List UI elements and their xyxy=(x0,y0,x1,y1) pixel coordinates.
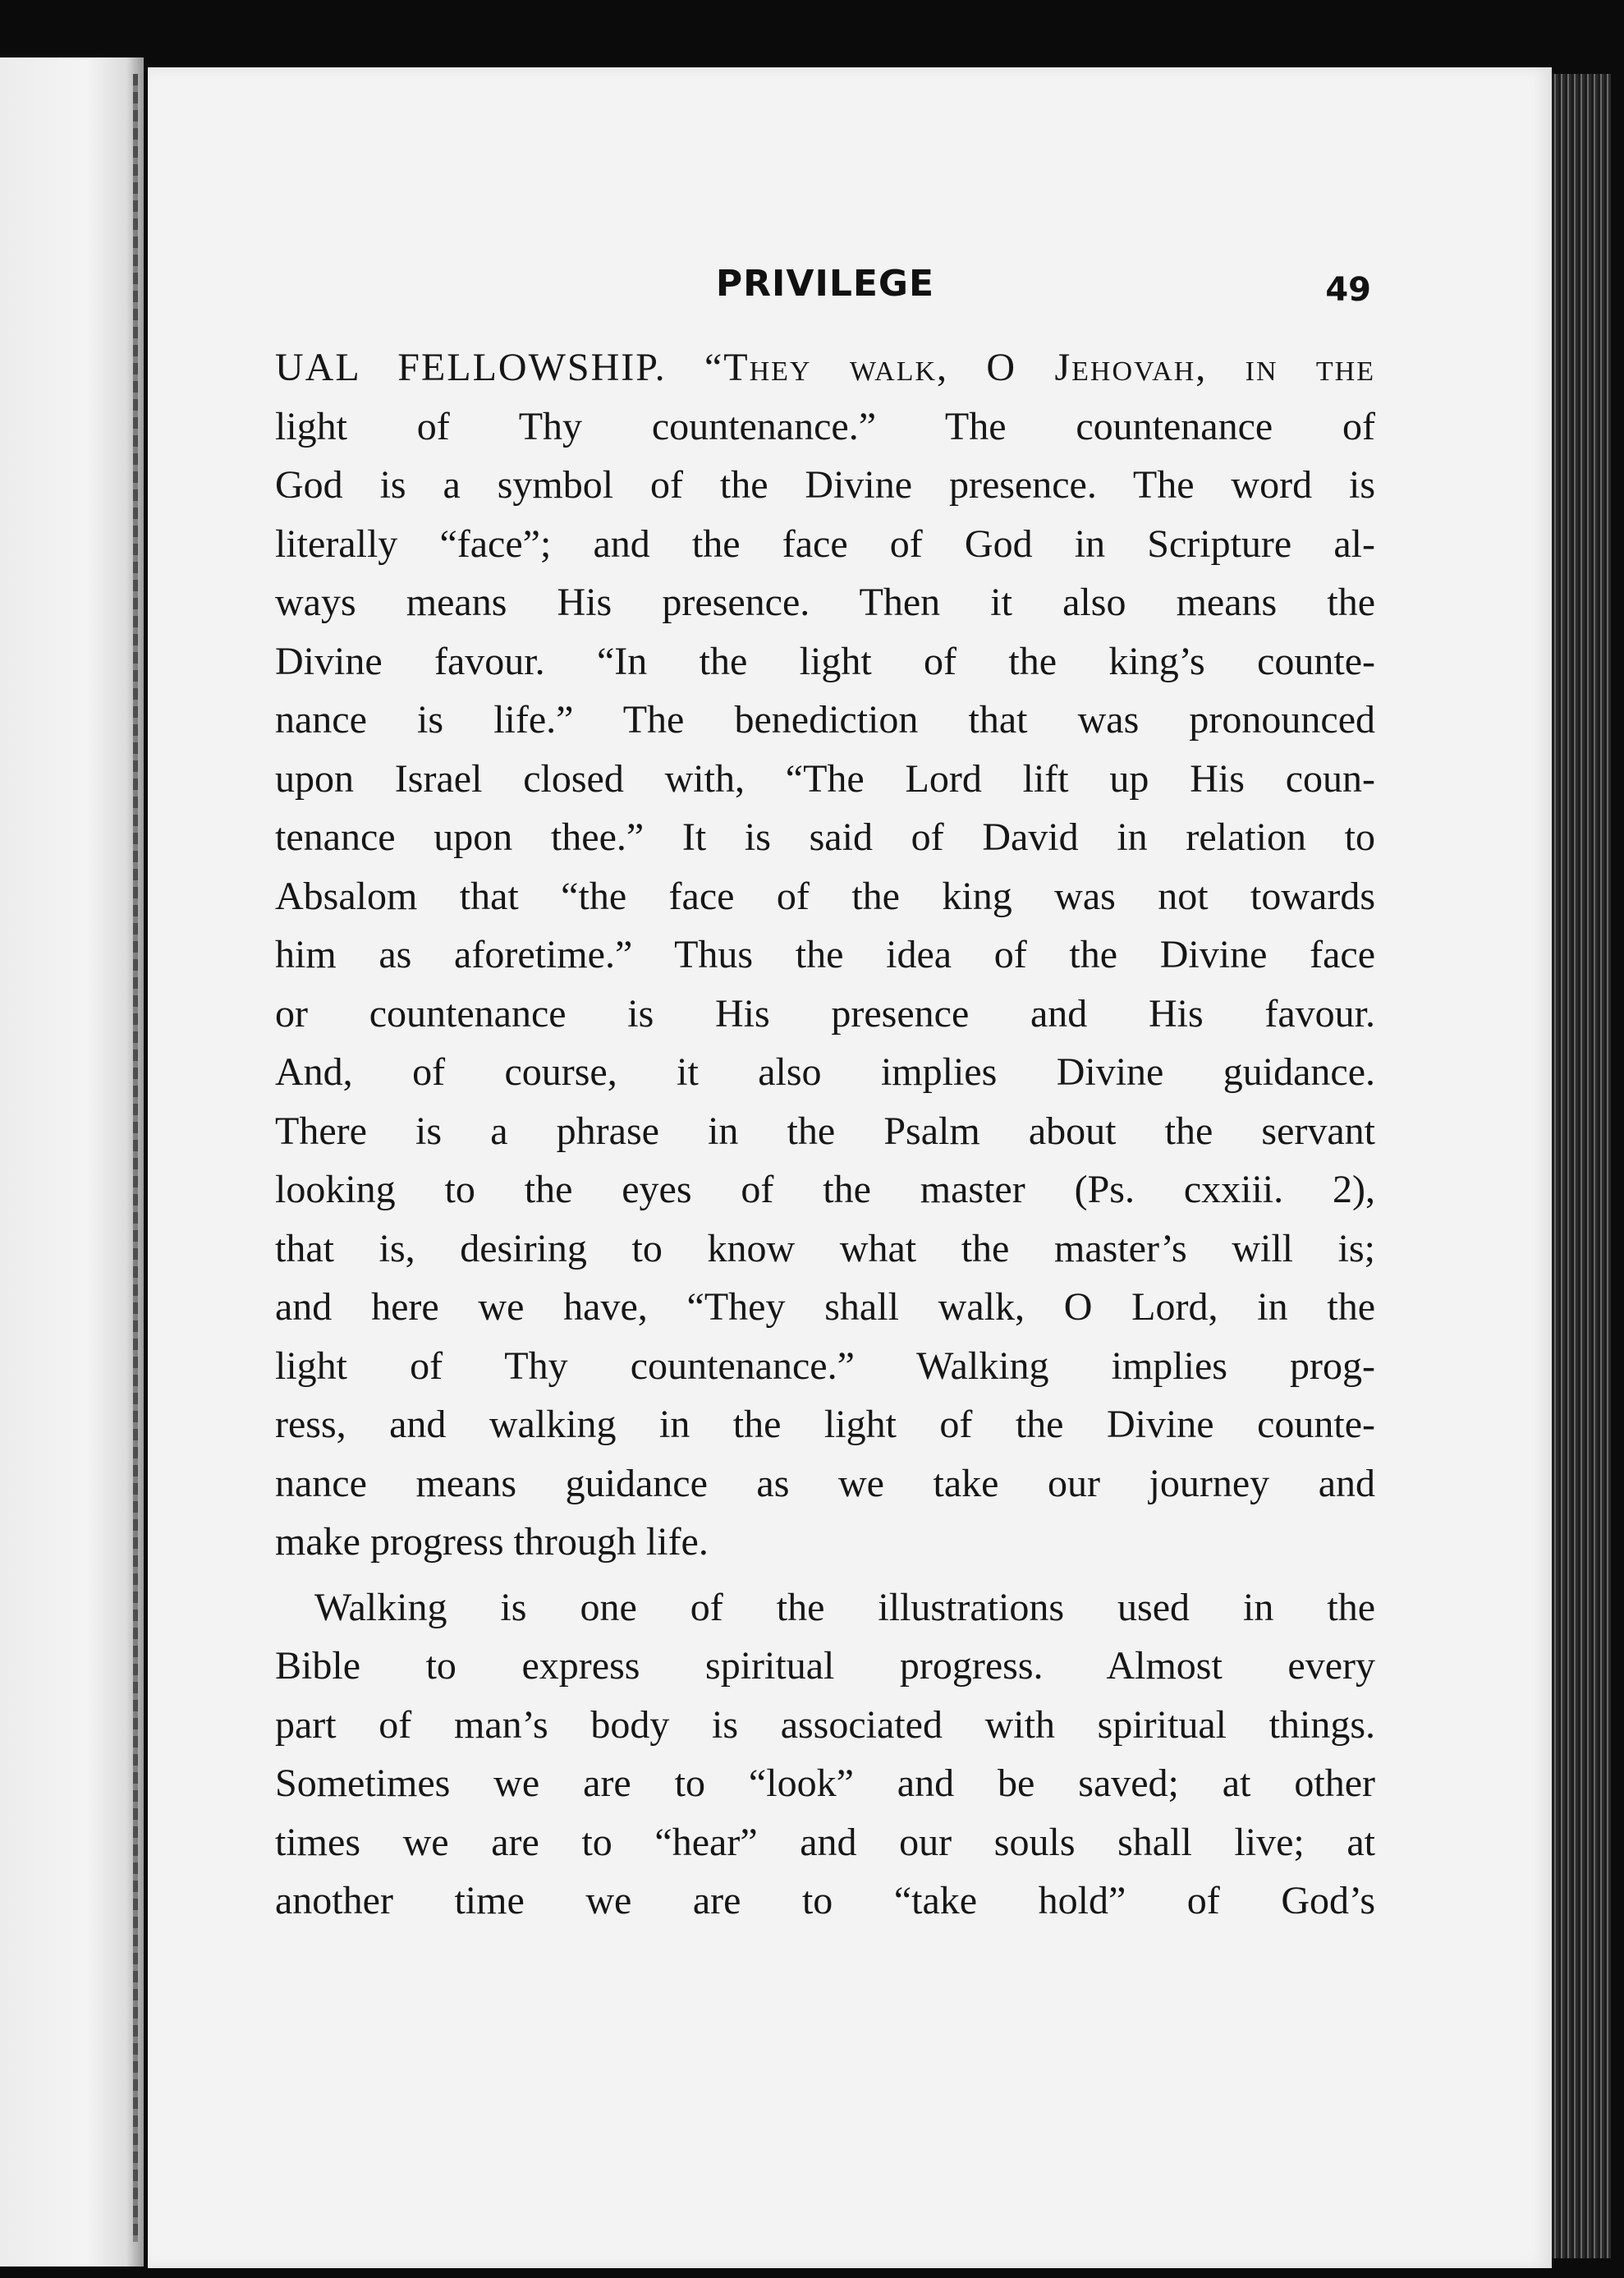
text-line: Sometimes we are to “look” and be saved; at other xyxy=(275,1761,1375,1805)
page-stack-edge xyxy=(1552,74,1611,2258)
text-line: and here we have, “They shall walk, O Lord, in the xyxy=(275,1285,1375,1329)
text-line: Bible to express spiritual progress. Almost every xyxy=(275,1644,1375,1688)
paragraph-break xyxy=(275,1572,1375,1578)
body-text xyxy=(275,338,1375,1931)
text-line: another time we are to “take hold” of God’s xyxy=(275,1879,1375,1922)
text-line: make progress through life. xyxy=(275,1520,709,1564)
text-line: There is a phrase in the Psalm about the servant xyxy=(275,1109,1375,1153)
text-line: nance is life.” The benediction that was pronounced xyxy=(275,698,1375,742)
page-header xyxy=(279,263,1371,328)
text-line: looking to the eyes of the master (Ps. cxxiii. 2), xyxy=(275,1168,1375,1211)
text-line: tenance upon thee.” It is said of David in relation to xyxy=(275,815,1375,859)
page-number: 49 xyxy=(1325,271,1371,309)
text-line: part of man’s body is associated with spiritual things. xyxy=(275,1702,1375,1747)
text-line: him as aforetime.” Thus the idea of the Divine face xyxy=(275,933,1375,976)
text-line: nance means guidance as we take our journey and xyxy=(275,1461,1375,1505)
binding-gutter xyxy=(133,74,138,2242)
text-line: ways means His presence. Then it also means the xyxy=(275,581,1375,624)
text-line: And, of course, it also implies Divine guidance. xyxy=(275,1050,1375,1094)
text-line: Divine favour. “In the light of the king’s counte- xyxy=(275,639,1375,683)
text-line: light of Thy countenance.” Walking implies prog- xyxy=(275,1343,1375,1388)
text-line: literally “face”; and the face of God in Scripture al- xyxy=(275,521,1375,566)
text-line: Walking is one of the illustrations used in the xyxy=(314,1585,1375,1629)
text-line: or countenance is His presence and His favour. xyxy=(275,991,1375,1036)
book-page xyxy=(148,67,1552,2268)
text-line: UAL FELLOWSHIP. “They walk, O Jehovah, in the xyxy=(275,346,1375,389)
text-line: times we are to “hear” and our souls shall live; at xyxy=(275,1820,1375,1864)
running-head: PRIVILEGE xyxy=(715,263,935,305)
text-line: ress, and walking in the light of the Divine counte- xyxy=(275,1403,1375,1446)
text-line: that is, desiring to know what the master’s will is; xyxy=(275,1226,1375,1270)
text-line: Absalom that “the face of the king was not towards xyxy=(275,874,1375,918)
text-line: God is a symbol of the Divine presence. The word is xyxy=(275,463,1375,507)
facing-page-edge xyxy=(0,57,144,2267)
text-line: upon Israel closed with, “The Lord lift up His coun- xyxy=(275,756,1375,801)
text-line: light of Thy countenance.” The countenance of xyxy=(275,404,1375,448)
